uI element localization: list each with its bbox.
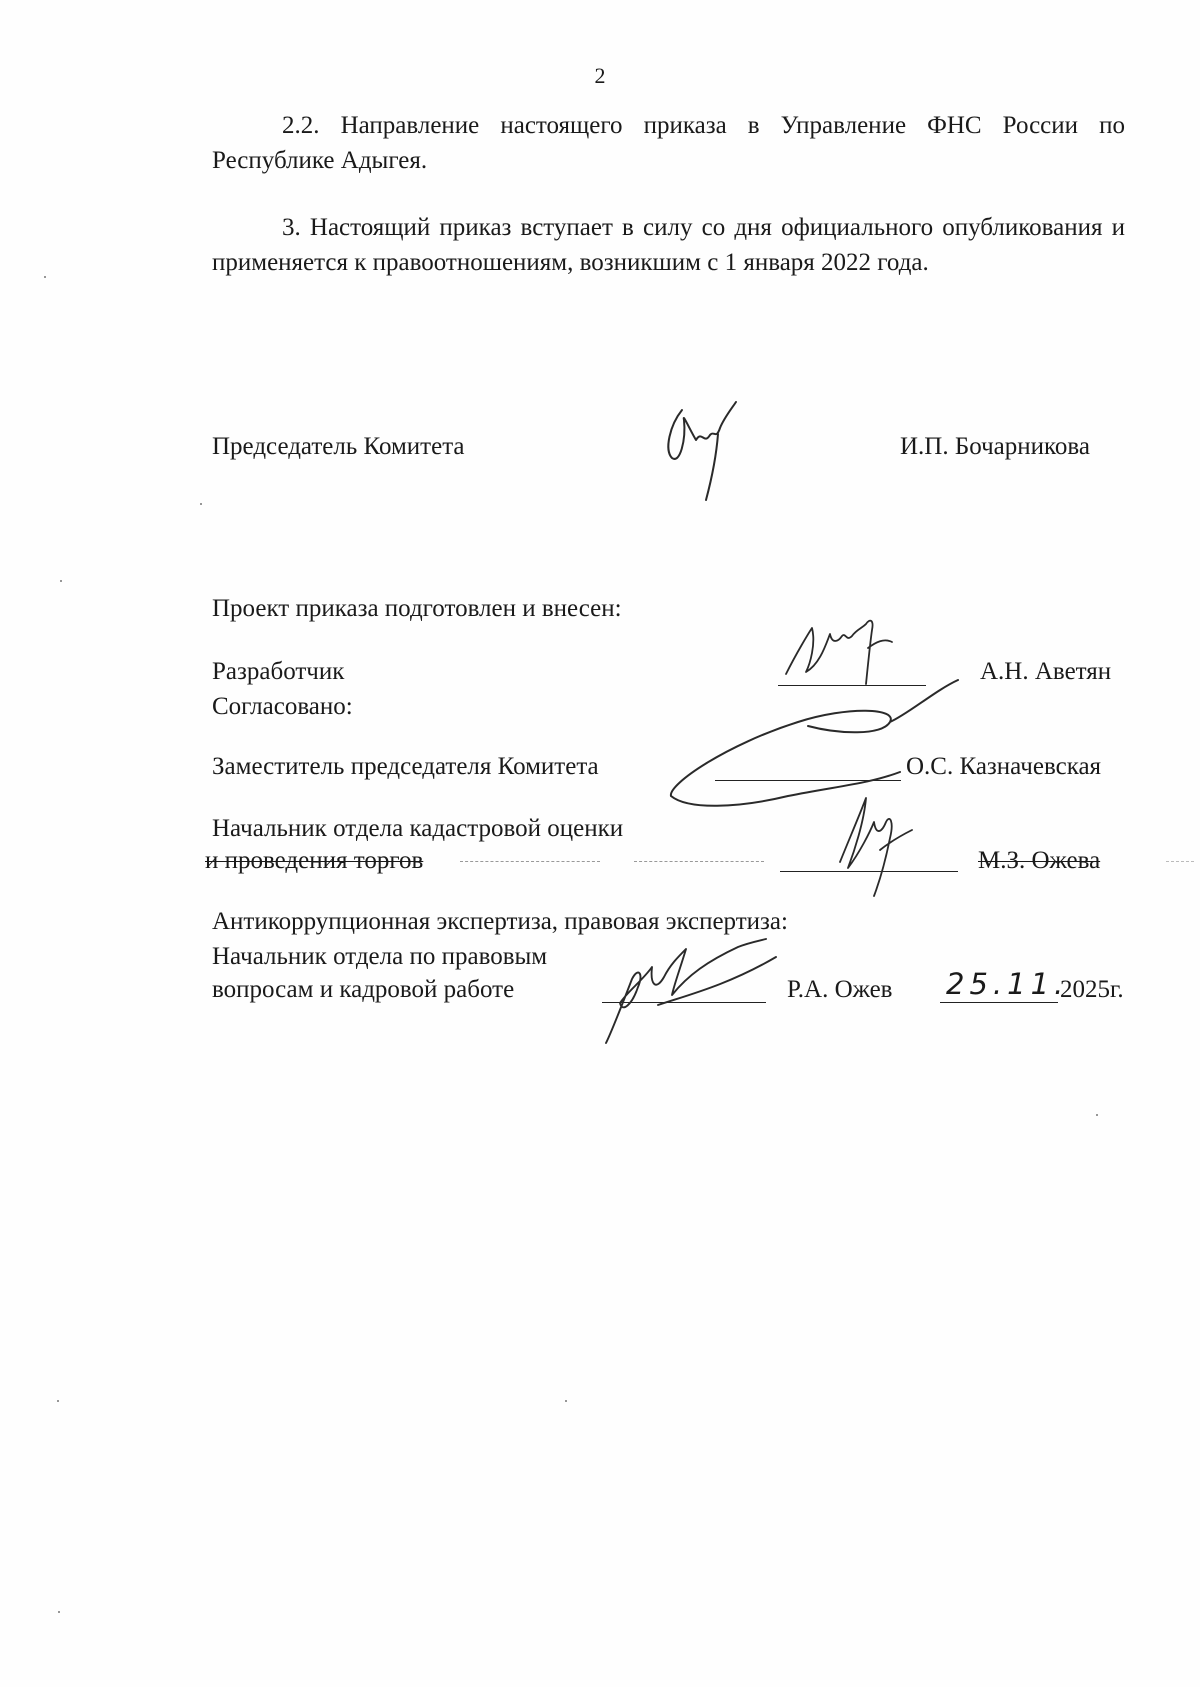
approval-heading: Проект приказа подготовлен и внесен: [212, 595, 622, 622]
scan-speck [565, 1400, 567, 1402]
handwritten-date: 25.11. [946, 967, 1069, 1001]
head-cadastral-name: М.З. Ожева [978, 847, 1101, 874]
chair-title: Председатель Комитета [212, 433, 465, 460]
deputy-title: Заместитель председателя Комитета [212, 753, 599, 780]
paragraph-text: 2.2. Направление настоящего приказа в Управление ФНС России по Республике Адыгея. [212, 112, 1125, 174]
legal-head-title-line2: вопросам и кадровой работе [212, 976, 515, 1003]
deputy-name: О.С. Казначевская [906, 753, 1102, 780]
scan-speck [60, 580, 62, 582]
legal-head-title-line1: Начальник отдела по правовым [212, 943, 548, 970]
chair-name: И.П. Бочарникова [900, 433, 1090, 460]
scan-speck [57, 1400, 59, 1402]
chair-signature-image [660, 400, 770, 510]
scan-speck [1096, 1114, 1098, 1116]
page-number: 2 [594, 63, 606, 88]
scan-artifact-dashes [634, 861, 764, 862]
developer-name: А.Н. Аветян [980, 658, 1112, 685]
paragraph-3 [212, 210, 1125, 280]
head-cadastral-title-line1: Начальник отдела кадастровой оценки [212, 815, 624, 842]
legal-head-name: Р.А. Ожев [787, 976, 893, 1003]
developer-signature-image [780, 614, 920, 694]
paragraph-text: 3. Настоящий приказ вступает в силу со дня официального опубликования и применяется к правоотношениям, возникшим с 1 января 2022 года. [212, 214, 1125, 276]
head-cadastral-title-line2: и проведения торгов [205, 847, 424, 874]
date-line [940, 1002, 1058, 1003]
year-suffix: 2025г. [1060, 976, 1124, 1003]
scan-artifact-dashes [460, 861, 600, 862]
scan-speck [58, 1611, 60, 1613]
expertise-heading: Антикоррупционная экспертиза, правовая экспертиза: [212, 908, 788, 935]
paragraph-2-2 [212, 108, 1125, 178]
developer-label: Разработчик [212, 658, 345, 685]
scan-speck [200, 503, 202, 505]
scan-speck [44, 276, 46, 278]
legal-head-signature-image [598, 935, 808, 1055]
head-cadastral-signature-image [820, 792, 920, 902]
agreed-label: Согласовано: [212, 693, 353, 720]
scan-artifact-dashes [1166, 861, 1194, 862]
